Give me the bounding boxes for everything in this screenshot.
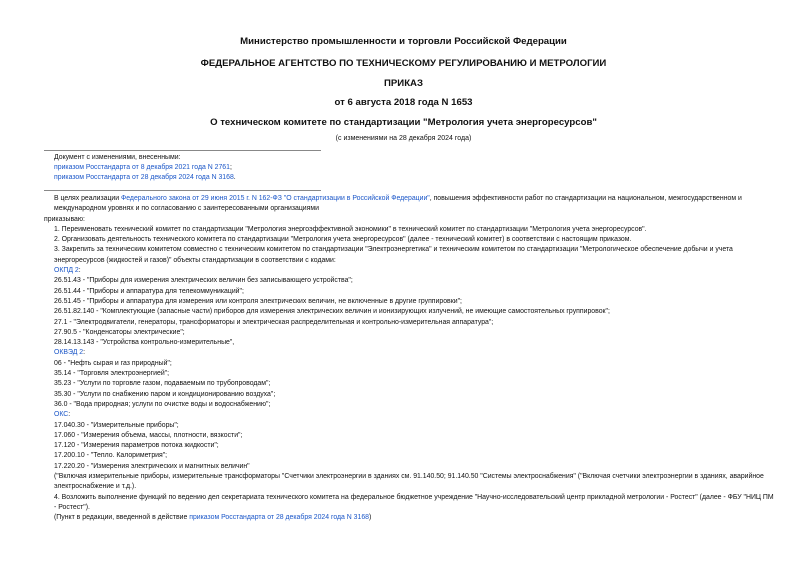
- oks-heading: [44, 410, 774, 420]
- oks-link[interactable]: ОКС: [54, 411, 69, 419]
- oks-list: [44, 421, 774, 472]
- amendment-link-2024[interactable]: приказом Росстандарта от 28 декабря 2024 года N 3168: [54, 174, 234, 182]
- document-body: [44, 194, 774, 524]
- code-item: 35.30 - "Услуги по снабжению паром и кондиционированию воздуха";: [54, 390, 276, 398]
- code-item: 27.90.5 - "Конденсаторы электрические";: [54, 328, 185, 336]
- item-2: 2. Организовать деятельность технического комитета по стандартизации "Метрология учета энергоресурсов" (далее - технический комитет) в соответствии с настоящим приказом.: [54, 236, 632, 244]
- okved-list: [44, 359, 774, 410]
- edition-link[interactable]: приказом Росстандарта от 28 декабря 2024 года N 3168: [189, 514, 370, 522]
- divider-top: [44, 150, 321, 151]
- punct: :: [83, 349, 86, 357]
- changes-block: [54, 153, 236, 184]
- okpd-link[interactable]: ОКПД 2: [54, 267, 79, 275]
- code-item: 06 - "Нефть сырая и газ природный";: [54, 359, 172, 367]
- changes-item: [54, 163, 236, 173]
- edition-text: (Пункт в редакции, введенной в действие: [54, 514, 190, 522]
- code-item: 27.1 - "Электродвигатели, генераторы, трансформаторы и электрическая распределительная и контрольно-измерительная аппаратура";: [54, 318, 494, 326]
- code-item: 35.14 - "Торговля электроэнергией";: [54, 370, 170, 378]
- date-number: от 6 августа 2018 года N 1653: [334, 97, 473, 108]
- item-4: 4. Возложить выполнение функций по ведению дел секретариата технического комитета на федеральное бюджетное учреждение "Научно-исследовательский центр прикладной метрологии - Ростест" (далее - ФБУ "НИЦ ПМ - Ростест").: [54, 493, 774, 511]
- item-3: 3. Закрепить за техническим комитетом совместно с техническим комитетом по стандартизации "Электроэнергетика" и техническим комитетом по стандартизации "Метрологическое обеспечение добычи и учета энергоресурсов (жидкостей и газов)" объекты стандартизации в соответствии с кодами:: [54, 246, 733, 264]
- ministry-name: Министерство промышленности и торговли Российской Федерации: [240, 36, 567, 47]
- code-item: 28.14.13.143 - "Устройства контрольно-измерительные",: [54, 339, 235, 347]
- code-item: 17.040.30 - "Измерительные приборы";: [54, 421, 179, 429]
- item-1: 1. Переименовать технический комитет по стандартизации "Метрология энергоэффективной экономики" в технический комитет по стандартизации "Метрология учета энергоресурсов".: [54, 225, 647, 233]
- oks-note: ("Включая измерительные приборы, измерительные трансформаторы "Счетчики электроэнергии в зданиях см. 91.140.50; 91.140.50 "Системы электроснабжения" ("Включая счетчики электроэнергии в зданиях, аварийное электроснабжение и т.д.).: [54, 473, 764, 491]
- preamble-tail: , повышения эффективности работ по стандартизации на национальном, межгосударственном и международном уровнях и по согласованию с заинтересованными организациями: [54, 195, 742, 213]
- amendment-note: (с изменениями на 28 декабря 2024 года): [335, 135, 472, 142]
- amendment-link-2021[interactable]: приказом Росстандарта от 8 декабря 2021 года N 2761: [54, 164, 230, 172]
- okved-link[interactable]: ОКВЭД 2: [54, 349, 84, 357]
- punct: ;: [229, 164, 232, 172]
- document-type: ПРИКАЗ: [384, 78, 423, 89]
- preamble-text: В целях реализации: [54, 195, 122, 202]
- agency-name: ФЕДЕРАЛЬНОЕ АГЕНТСТВО ПО ТЕХНИЧЕСКОМУ РЕГУЛИРОВАНИЮ И МЕТРОЛОГИИ: [200, 58, 607, 69]
- code-item: 17.060 - "Измерения объема, массы, плотности, вязкости";: [54, 431, 243, 439]
- punct: :: [78, 267, 81, 275]
- okved-heading: [44, 348, 774, 358]
- order-word: приказываю:: [44, 215, 85, 223]
- punct: :: [68, 411, 71, 419]
- changes-item: [54, 173, 236, 183]
- divider-bottom: [44, 190, 321, 191]
- edition-note: [44, 513, 774, 523]
- code-item: 36.0 - "Вода природная; услуги по очистке воды и водоснабжению";: [54, 400, 271, 408]
- code-item: 26.51.43 - "Приборы для измерения электрических величин без записывающего устройства";: [54, 277, 353, 285]
- code-item: 17.220.20 - "Измерения электрических и магнитных величин": [54, 462, 250, 470]
- code-item: 35.23 - "Услуги по торговле газом, подаваемым по трубопроводам";: [54, 380, 271, 388]
- code-item: 17.120 - "Измерения параметров потока жидкости";: [54, 442, 219, 450]
- code-item: 26.51.44 - "Приборы и аппаратура для телекоммуникаций";: [54, 287, 244, 295]
- okpd-heading: [44, 266, 774, 276]
- code-item: 26.51.45 - "Приборы и аппаратура для измерения или контроля электрических величин, не включенные в другие группировки";: [54, 297, 462, 305]
- changes-intro: Документ с изменениями, внесенными:: [54, 154, 181, 161]
- okpd-list: [44, 276, 774, 348]
- federal-law-link[interactable]: Федерального закона от 29 июня 2015 г. N 162-ФЗ "О стандартизации в Российской Федерации": [121, 195, 430, 202]
- code-item: 26.51.82.140 - "Комплектующие (запасные части) приборов для измерения электрических величин и ионизирующих излучений, не имеющие самостоятельных группировок";: [54, 308, 610, 316]
- punct: .: [233, 174, 236, 182]
- preamble: [44, 194, 774, 215]
- document-title: О техническом комитете по стандартизации "Метрология учета энергоресурсов": [210, 117, 597, 128]
- code-item: 17.200.10 - "Тепло. Калориметрия";: [54, 452, 168, 460]
- punct: ): [369, 514, 372, 522]
